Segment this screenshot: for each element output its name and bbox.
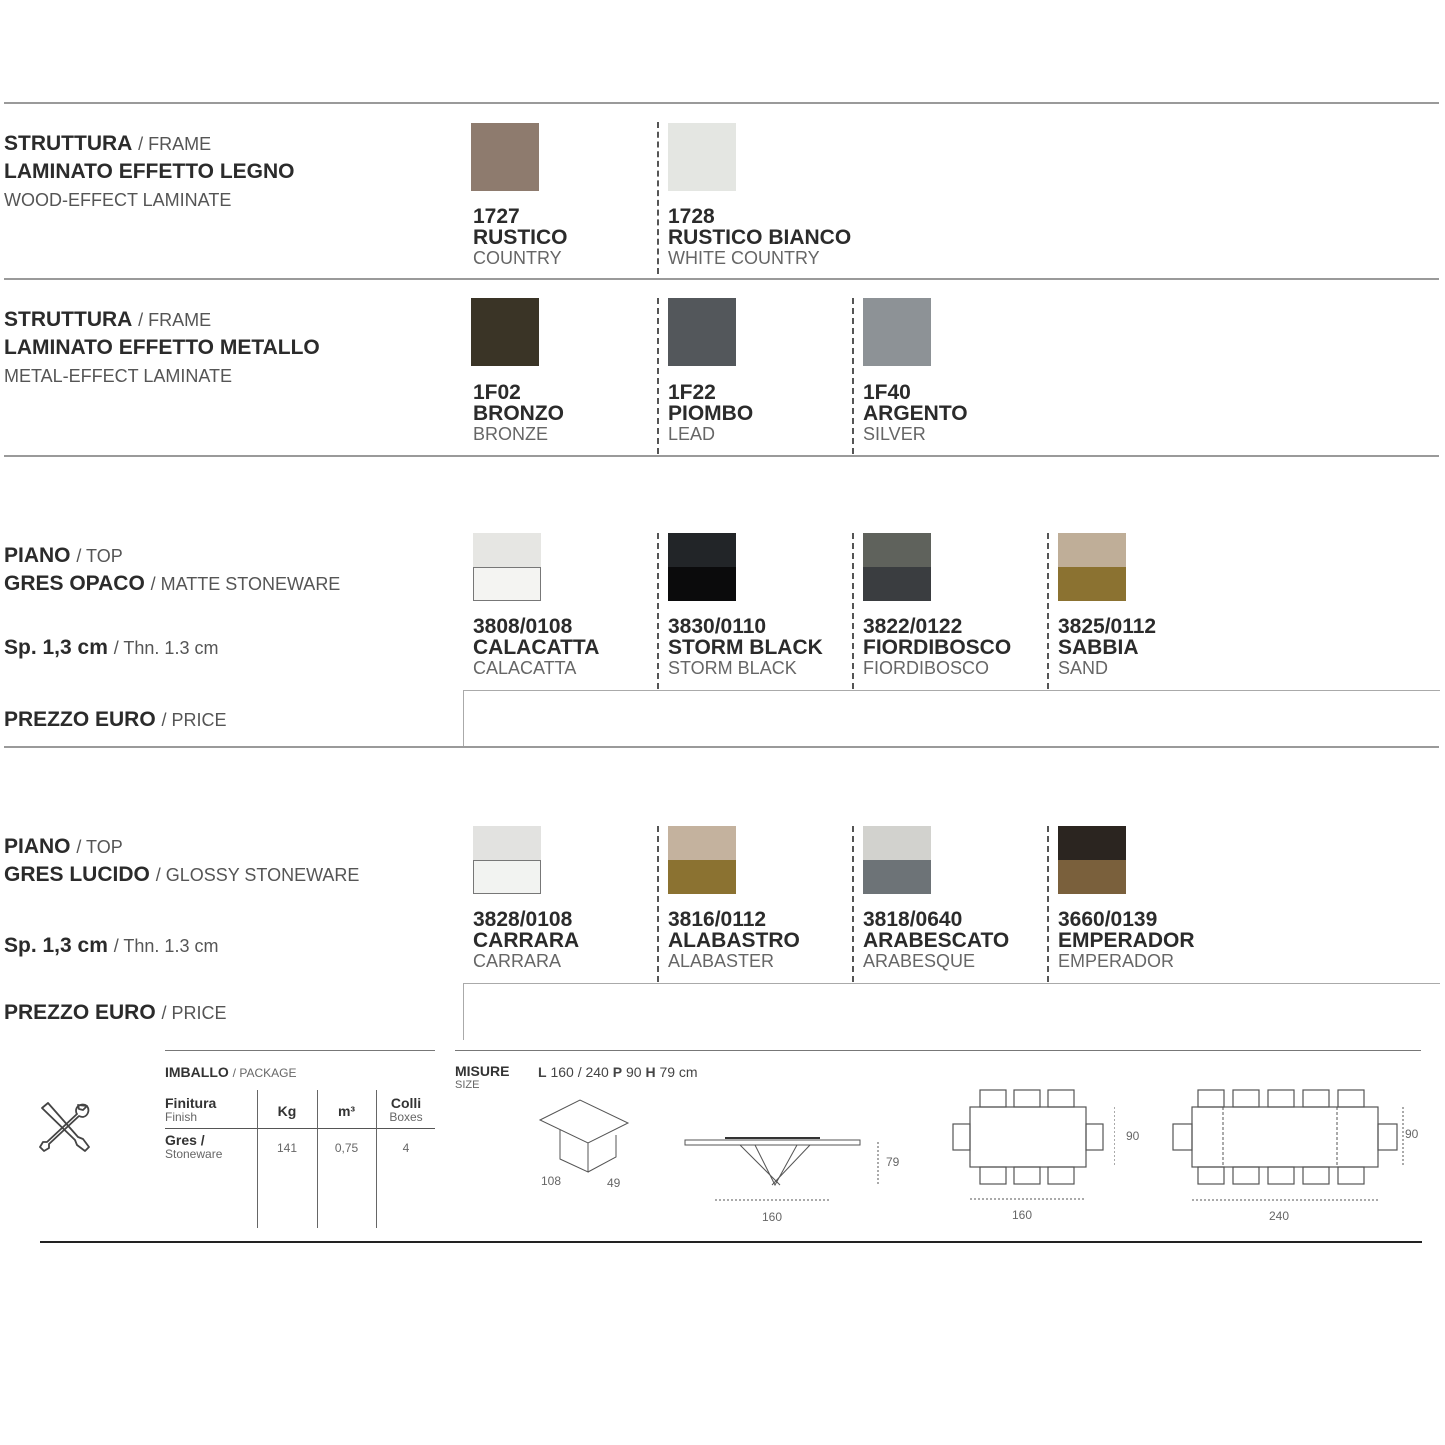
matte-title-light: / TOP [76,546,123,566]
package-col-line [317,1090,318,1228]
swatch-code: 1F40 [863,381,911,404]
swatch-top [668,826,736,860]
swatch-name: SABBIA [1058,636,1139,659]
matte-title-bold: PIANO [4,544,71,567]
swatch-en: ARABESQUE [863,951,976,971]
swatch-3816-0112[interactable] [668,826,736,894]
swatch-3830-0110[interactable] [668,533,736,601]
glossy-price-box[interactable] [463,983,1440,1040]
swatch-1728[interactable] [668,123,736,191]
bottom-rule [40,1241,1422,1243]
label-3808-0108 [473,616,599,679]
swatch-bottom [863,567,931,601]
swatch-en: COUNTRY [473,248,562,268]
swatch-3660-0139[interactable] [1058,826,1126,894]
matte-price-bold: PREZZO EURO [4,708,156,731]
matte-section-title [4,542,340,598]
plan2-width-label: 90 [1405,1127,1419,1141]
size-title-bold: MISURE [455,1063,510,1079]
swatch-name: EMPERADOR [1058,929,1195,952]
header-m3 [317,1103,376,1121]
row-kg: 141 [276,1141,298,1155]
label-3825-0112 [1058,616,1156,679]
swatch-name: FIORDIBOSCO [863,636,1012,659]
glossy-thick-bold: Sp. 1,3 cm [4,934,108,957]
dim-p-val: 90 [625,1064,642,1080]
size-top-line [455,1050,1421,1051]
swatch-3808-0108[interactable] [473,533,541,601]
swatch-code: 3830/0110 [668,615,767,638]
swatch-3828-0108[interactable] [473,826,541,894]
wood-title-light: / FRAME [138,134,212,154]
dashed-divider [852,826,854,982]
header-finitura-light: Finish [165,1110,198,1124]
swatch-1f02[interactable] [471,298,539,366]
swatch-1727[interactable] [471,123,539,191]
glossy-line2-bold: GRES LUCIDO [4,863,150,886]
matte-line2-light: / MATTE STONEWARE [150,574,341,594]
matte-thick-bold: Sp. 1,3 cm [4,636,108,659]
plan1-length-label: 160 [1012,1208,1033,1222]
label-3660-0139 [1058,909,1195,972]
metal-line3: METAL-EFFECT LAMINATE [4,366,233,386]
swatch-top [1058,826,1126,860]
swatch-name: PIOMBO [668,402,754,425]
header-colli [376,1096,436,1124]
swatch-name: CALACATTA [473,636,600,659]
swatch-name: ARGENTO [863,402,968,425]
swatch-en: WHITE COUNTRY [668,248,820,268]
dashed-divider [657,533,659,689]
plan2-length-label: 240 [1269,1209,1290,1223]
dim-p-key: P [612,1064,623,1080]
matte-price-light: / PRICE [161,710,227,730]
dashed-divider [657,122,659,274]
divider-top [4,102,1439,104]
side-height-label: 79 [886,1155,900,1169]
swatch-bottom [668,860,736,894]
label-1728 [668,206,851,269]
swatch-code: 3660/0139 [1058,908,1158,931]
label-1f22 [668,382,753,445]
package-col-line [376,1090,377,1228]
swatch-en: STORM BLACK [668,658,797,678]
base-depth-label: 49 [607,1176,621,1190]
metal-title-light: / FRAME [138,310,212,330]
matte-price-box[interactable] [463,690,1440,747]
label-1f40 [863,382,968,445]
side-view-drawing [680,1130,890,1210]
plan-160-drawing [945,1085,1115,1205]
package-title [165,1064,296,1080]
label-1727 [473,206,568,269]
swatch-en: FIORDIBOSCO [863,658,990,678]
header-colli-light: Boxes [389,1110,423,1124]
matte-line2-bold: GRES OPACO [4,572,145,595]
glossy-line2-light: / GLOSSY STONEWARE [155,865,360,885]
swatch-code: 3818/0640 [863,908,963,931]
swatch-top [1058,533,1126,567]
row-m3: 0,75 [334,1141,359,1155]
swatch-3822-0122[interactable] [863,533,931,601]
size-title [455,1064,509,1092]
row-gres-light: Stoneware [165,1147,223,1161]
swatch-1f40[interactable] [863,298,931,366]
side-length-label: 160 [762,1210,783,1224]
swatch-name: ALABASTRO [668,929,800,952]
swatch-bottom [473,567,541,601]
swatch-en: SAND [1058,658,1109,678]
swatch-name: ARABESCATO [863,929,1010,952]
matte-price-label [4,706,227,734]
swatch-en: CALACATTA [473,658,577,678]
swatch-code: 3828/0108 [473,908,573,931]
swatch-top [863,533,931,567]
swatch-bottom [1058,860,1126,894]
plan-240-drawing [1165,1085,1410,1205]
dashed-divider [1047,533,1049,689]
swatch-bottom [863,860,931,894]
swatch-bottom [473,860,541,894]
base-width-label: 108 [541,1174,562,1188]
tools-icon [38,1100,94,1154]
swatch-bottom [668,567,736,601]
label-3818-0640 [863,909,1009,972]
swatch-code: 1F22 [668,381,716,404]
swatch-top [668,533,736,567]
swatch-name: RUSTICO BIANCO [668,226,852,249]
dashed-divider [852,533,854,689]
dim-l-val: 160 / 240 [550,1064,609,1080]
swatch-code: 3816/0112 [668,908,767,931]
matte-thick-light: / Thn. 1.3 cm [113,638,219,658]
package-title-light: / PACKAGE [232,1066,297,1080]
row-boxes: 4 [402,1141,410,1155]
header-m3-bold: m³ [337,1103,356,1119]
wood-line2: LAMINATO EFFETTO LEGNO [4,160,295,183]
swatch-en: SILVER [863,424,926,444]
metal-line2: LAMINATO EFFETTO METALLO [4,336,320,359]
swatch-code: 3808/0108 [473,615,573,638]
glossy-price-bold: PREZZO EURO [4,1001,156,1024]
header-kg [257,1103,317,1121]
row-gres [165,1133,222,1161]
divider [4,746,1439,748]
label-3816-0112 [668,909,800,972]
glossy-price-label [4,999,227,1027]
wood-section-title [4,130,295,214]
size-dimensions [538,1064,698,1080]
package-header-line [165,1128,435,1129]
swatch-name: CARRARA [473,929,580,952]
swatch-code: 3825/0112 [1058,615,1157,638]
dim-h-val: 79 cm [659,1064,698,1080]
swatch-top [863,826,931,860]
wood-line3: WOOD-EFFECT LAMINATE [4,190,232,210]
swatch-en: LEAD [668,424,716,444]
swatch-code: 1F02 [473,381,521,404]
swatch-1f22[interactable] [668,298,736,366]
swatch-en: CARRARA [473,951,562,971]
swatch-en: ALABASTER [668,951,775,971]
row-gres-bold: Gres / [165,1132,205,1148]
glossy-thickness [4,932,218,960]
swatch-code: 3822/0122 [863,615,963,638]
label-3828-0108 [473,909,579,972]
glossy-section-title [4,833,359,889]
dim-l-key: L [538,1064,547,1080]
dashed-divider [1047,826,1049,982]
swatch-name: BRONZO [473,402,564,425]
swatch-3818-0640[interactable] [863,826,931,894]
metal-section-title [4,306,320,390]
swatch-en: EMPERADOR [1058,951,1175,971]
label-3830-0110 [668,616,823,679]
glossy-title-light: / TOP [76,837,123,857]
swatch-name: RUSTICO [473,226,568,249]
dashed-divider [657,298,659,454]
swatch-top [473,826,541,860]
plan1-width-label: 90 [1126,1129,1140,1143]
package-title-bold: IMBALLO [165,1064,229,1080]
wood-title-bold: STRUTTURA [4,132,133,155]
glossy-title-bold: PIANO [4,835,71,858]
swatch-bottom [1058,567,1126,601]
matte-thickness [4,634,218,662]
glossy-price-light: / PRICE [161,1003,227,1023]
header-finitura-bold: Finitura [165,1095,217,1111]
size-title-light: SIZE [455,1079,480,1091]
header-finitura [165,1096,216,1124]
divider [4,455,1439,457]
divider [4,278,1439,280]
swatch-name: STORM BLACK [668,636,823,659]
package-col-line [257,1090,258,1228]
dim-h-key: H [645,1064,656,1080]
label-1f02 [473,382,564,445]
swatch-code: 1728 [668,205,715,228]
swatch-3825-0112[interactable] [1058,533,1126,601]
dashed-divider [657,826,659,982]
package-top-line [165,1050,435,1051]
swatch-en: BRONZE [473,424,549,444]
swatch-code: 1727 [473,205,520,228]
label-3822-0122 [863,616,1011,679]
dashed-divider [852,298,854,454]
header-colli-bold: Colli [390,1095,422,1111]
swatch-top [473,533,541,567]
metal-title-bold: STRUTTURA [4,308,133,331]
header-kg-bold: Kg [277,1103,297,1119]
glossy-thick-light: / Thn. 1.3 cm [113,936,219,956]
